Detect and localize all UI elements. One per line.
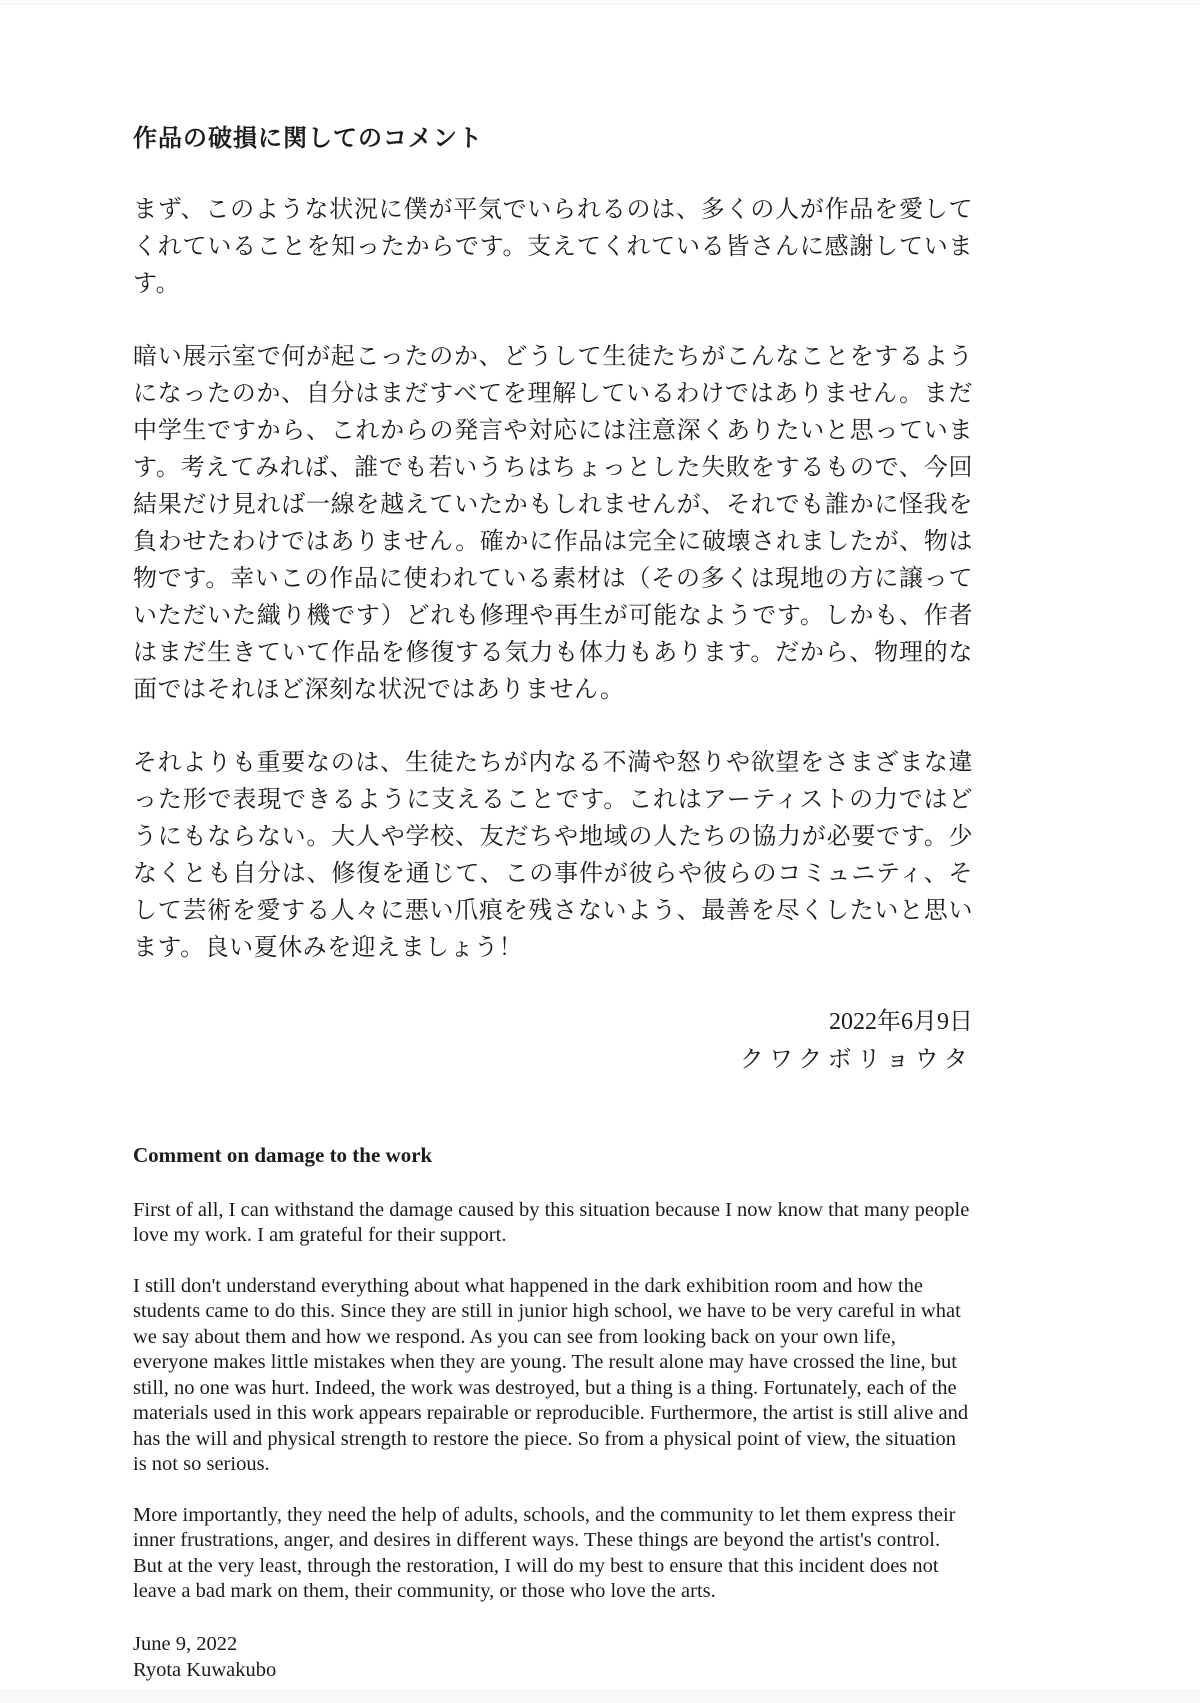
en-signature-block <box>133 1631 973 1683</box>
scan-edge-top <box>0 0 1200 5</box>
en-paragraph-1: First of all, I can withstand the damage caused by this situation because I now know that many people love my work. I am grateful for their support. <box>133 1198 970 1246</box>
jp-date: 2022年6月9日 <box>829 1009 973 1035</box>
jp-paragraph-1: まず、このような状況に僕が平気でいられるのは、多くの人が作品を愛してくれていることを知ったからです。支えてくれている皆さんに感謝しています。 <box>133 197 973 297</box>
english-statement-section <box>133 1143 973 1683</box>
jp-paragraph-2: 暗い展示室で何が起こったのか、どうして生徒たちがこんなことをするようになったのか、自分はまだすべてを理解しているわけではありません。まだ中学生ですから、これからの発言や対応には注意深くありたいと思っています。考えてみれば、誰でも若いうちはちょっとした失敗をするもので、今回結果だけ見れば一線を越えていたかもしれませんが、それでも誰かに怪我を負わせたわけではありません。確かに作品は完全に破壊されましたが、物は物です。幸いこの作品に使われている素材は（その多くは現地の方に譲っていただいた織り機です）どれも修理や再生が可能なようです。しかも、作者はまだ生きていて作品を修復する気力も体力もあります。だから、物理的な面ではそれほど深刻な状況ではありません。 <box>133 344 973 703</box>
en-paragraph-2: I still don't understand everything about what happened in the dark exhibition room and how the students came to do this. Since they are still in junior high school, we have to be very careful in what we say about them and how we respond. As you can see from looking back on your own life, everyone makes little mistakes when they are young. The result alone may have crossed the line, but still, no one was hurt. Indeed, the work was destroyed, but a thing is a thing. Fortunately, each of the materials used in this work appears repairable or reproducible. Furthermore, the artist is still alive and has the will and physical strength to restore the piece. So from a physical point of view, the situation is not so serious. <box>133 1274 969 1475</box>
japanese-statement-section <box>133 121 973 1079</box>
en-paragraph-3: More importantly, they need the help of adults, schools, and the community to let them express their inner frustrations, anger, and desires in different ways. These things are beyond the artist's control. But at the very least, through the restoration, I will do my best to ensure that this incident does not leave a bad mark on them, their community, or those who love the arts. <box>133 1503 956 1602</box>
jp-statement-title: 作品の破損に関してのコメント <box>133 126 483 152</box>
jp-author-name: クワクボリョウタ <box>739 1047 973 1073</box>
jp-paragraph-3: それよりも重要なのは、生徒たちが内なる不満や怒りや欲望をさまざまな違った形で表現できるように支えることです。これはアーティストの力ではどうにもならない。大人や学校、友だちや地域の人たちの協力が必要です。少なくとも自分は、修復を通じて、この事件が彼らや彼らのコミュニティ、そして芸術を愛する人々に悪い爪痕を残さないよう、最善を尽くしたいと思います。良い夏休みを迎えましょう！ <box>133 750 973 961</box>
en-author-name: Ryota Kuwakubo <box>133 1658 277 1681</box>
en-date: June 9, 2022 <box>133 1632 238 1655</box>
scan-edge-bottom <box>0 1690 1200 1703</box>
en-statement-title: Comment on damage to the work <box>133 1143 433 1167</box>
jp-signature-block <box>133 1003 973 1079</box>
